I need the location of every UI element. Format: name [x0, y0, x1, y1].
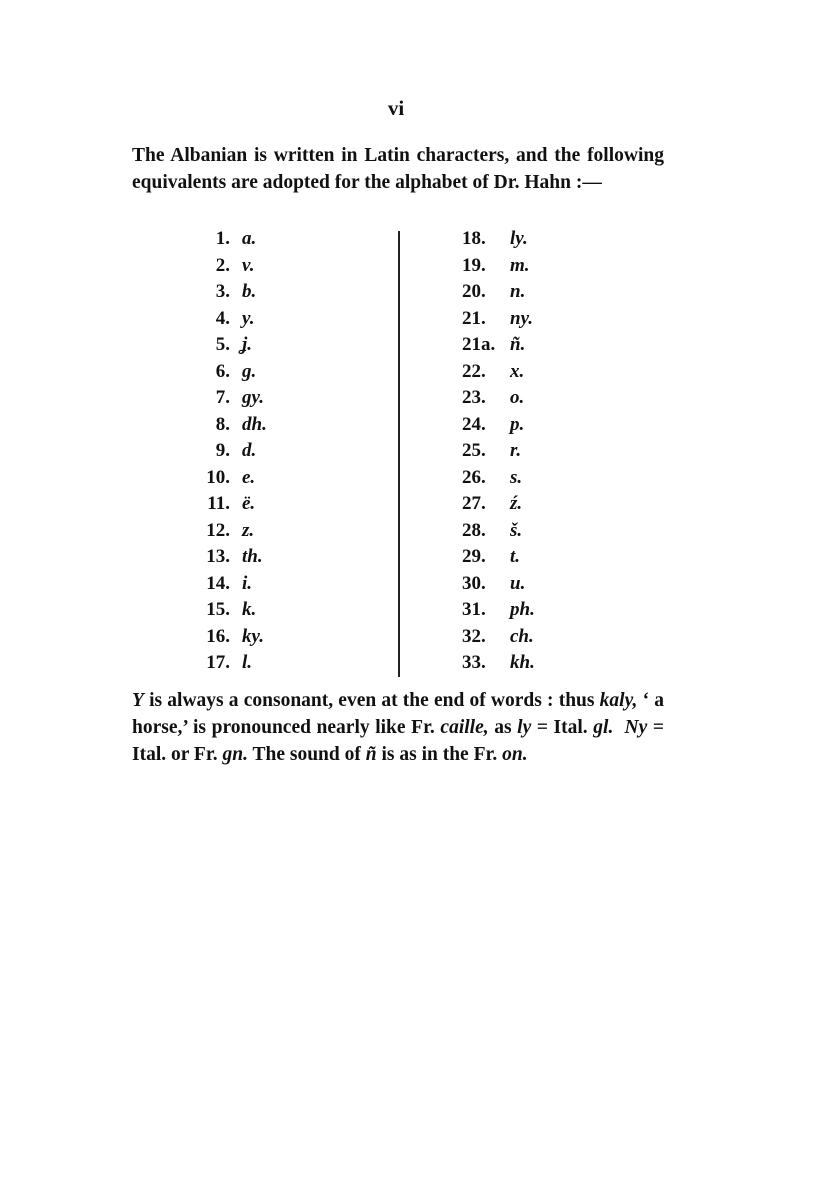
outro-paragraph: [132, 687, 664, 768]
alphabet-row: [190, 279, 310, 306]
alphabet-letter: s.: [510, 466, 523, 488]
alphabet-row: [190, 306, 310, 333]
alphabet-number: 13.: [206, 546, 230, 567]
alphabet-right-column: [462, 226, 582, 677]
alphabet-row: [190, 253, 310, 280]
alphabet-number: 10.: [206, 466, 230, 488]
alphabet-letter: d.: [242, 440, 257, 461]
alphabet-letter: ky.: [242, 625, 264, 647]
outro-part: as: [488, 717, 518, 738]
alphabet-letter: n.: [510, 281, 526, 302]
alphabet-row: [190, 544, 310, 571]
intro-paragraph: The Albanian is written in Latin characters, and the following equivalents are adopted for the alphabet of Dr. Hahn :—: [132, 145, 664, 193]
alphabet-number: 17.: [206, 652, 230, 673]
alphabet-number: 6.: [215, 360, 230, 382]
alphabet-letter: dh.: [242, 413, 267, 435]
outro-part: [613, 717, 624, 738]
alphabet-number: 18.: [462, 228, 486, 249]
alphabet-letter: š.: [510, 519, 523, 541]
alphabet-letter: p.: [510, 413, 525, 435]
outro-part: = Ital.: [531, 717, 594, 738]
alphabet-number: 26.: [462, 466, 486, 488]
alphabet-number: 1.: [215, 228, 230, 249]
outro-part: Ny: [624, 717, 648, 738]
alphabet-number: 5.: [215, 334, 230, 355]
alphabet-row: [462, 359, 582, 386]
alphabet-number: 12.: [206, 519, 230, 541]
alphabet-row: [190, 624, 310, 651]
alphabet-row: [462, 226, 582, 253]
alphabet-row: [462, 253, 582, 280]
alphabet-number: 28.: [462, 519, 486, 541]
alphabet-row: [462, 491, 582, 518]
alphabet-row: [462, 412, 582, 439]
alphabet-letter: v.: [242, 254, 255, 276]
page-number: vi: [387, 96, 405, 120]
alphabet-number: 2.: [215, 254, 230, 276]
alphabet-row: [462, 544, 582, 571]
alphabet-number: 30.: [462, 572, 486, 594]
alphabet-row: [462, 306, 582, 333]
outro-part: kaly,: [599, 690, 638, 711]
alphabet-row: [190, 332, 310, 359]
alphabet-number: 27.: [462, 493, 486, 514]
alphabet-row: [462, 465, 582, 492]
alphabet-number: 32.: [462, 625, 486, 647]
alphabet-number: 15.: [206, 599, 230, 620]
outro-part: is always a consonant, even at the end of words : thus: [143, 690, 600, 711]
outro-part: is as in the Fr.: [376, 744, 503, 765]
alphabet-letter: t.: [510, 546, 521, 567]
alphabet-number: 24.: [462, 413, 486, 435]
alphabet-row: [190, 518, 310, 545]
outro-part: on.: [502, 744, 528, 765]
alphabet-number: 3.: [215, 281, 230, 302]
alphabet-row: [190, 465, 310, 492]
alphabet-row: [462, 385, 582, 412]
outro-part: caille,: [440, 717, 489, 738]
alphabet-row: [190, 412, 310, 439]
alphabet-number: 20.: [462, 281, 486, 302]
alphabet-letter: ë.: [242, 493, 256, 514]
alphabet-row: [190, 571, 310, 598]
outro-part: ñ: [365, 744, 377, 765]
alphabet-row: [462, 597, 582, 624]
outro-part: ‘ a horse,’ is pronounced nearly like Fr.: [132, 690, 664, 738]
alphabet-row: [190, 491, 310, 518]
alphabet-letter: g.: [242, 360, 257, 382]
alphabet-letter: l.: [242, 652, 253, 673]
alphabet-letter: ly.: [510, 228, 528, 249]
alphabet-number: 29.: [462, 546, 486, 567]
alphabet-number: 33.: [462, 652, 486, 673]
alphabet-row: [190, 385, 310, 412]
alphabet-number: 8.: [215, 413, 230, 435]
alphabet-number: 21.: [462, 307, 486, 329]
alphabet-letter: i.: [242, 572, 253, 594]
outro-part: Y: [132, 690, 144, 711]
alphabet-row: [190, 597, 310, 624]
alphabet-letter: e.: [242, 466, 256, 488]
alphabet-number: 22.: [462, 360, 486, 382]
alphabet-letter: r.: [510, 440, 522, 461]
alphabet-number: 14.: [206, 572, 230, 594]
alphabet-letter: a.: [242, 228, 257, 249]
alphabet-letter: ʝ.: [242, 334, 253, 355]
alphabet-number: 25.: [462, 440, 486, 461]
alphabet-row: [462, 571, 582, 598]
outro-part: ly: [517, 717, 532, 738]
alphabet-letter: u.: [510, 572, 526, 594]
alphabet-row: [462, 518, 582, 545]
alphabet-number: 9.: [215, 440, 230, 461]
alphabet-letter: y.: [242, 307, 255, 329]
alphabet-number: 16.: [206, 625, 230, 647]
outro-part: gl.: [593, 717, 614, 738]
alphabet-row: [190, 438, 310, 465]
alphabet-table: [190, 226, 570, 678]
alphabet-letter: m.: [510, 254, 530, 276]
alphabet-letter: b.: [242, 281, 257, 302]
alphabet-row: [462, 650, 582, 677]
alphabet-row: [462, 438, 582, 465]
alphabet-row: [462, 624, 582, 651]
alphabet-letter: th.: [242, 546, 263, 567]
outro-part: The sound of: [247, 744, 366, 765]
alphabet-letter: k.: [242, 599, 257, 620]
alphabet-number: 11.: [207, 493, 230, 514]
alphabet-number: 21a.: [462, 334, 496, 355]
alphabet-letter: ph.: [510, 599, 535, 620]
alphabet-row: [190, 650, 310, 677]
outro-part: gn.: [222, 744, 248, 765]
alphabet-number: 19.: [462, 254, 486, 276]
alphabet-row: [462, 279, 582, 306]
alphabet-left-column: [190, 226, 310, 677]
alphabet-number: 31.: [462, 599, 486, 620]
alphabet-letter: kh.: [510, 652, 535, 673]
alphabet-letter: ñ.: [510, 334, 526, 355]
alphabet-letter: ny.: [510, 307, 534, 329]
alphabet-row: [462, 332, 582, 359]
column-divider: [398, 231, 400, 677]
alphabet-letter: ch.: [510, 625, 534, 647]
alphabet-row: [190, 226, 310, 253]
alphabet-number: 4.: [215, 307, 230, 329]
alphabet-number: 7.: [215, 387, 230, 408]
outro-part: = Ital. or Fr.: [132, 717, 664, 765]
alphabet-letter: gy.: [242, 387, 264, 408]
alphabet-letter: x.: [510, 360, 525, 382]
alphabet-letter: z.: [242, 519, 255, 541]
alphabet-row: [190, 359, 310, 386]
alphabet-letter: o.: [510, 387, 525, 408]
alphabet-number: 23.: [462, 387, 486, 408]
alphabet-letter: ź.: [510, 493, 523, 514]
